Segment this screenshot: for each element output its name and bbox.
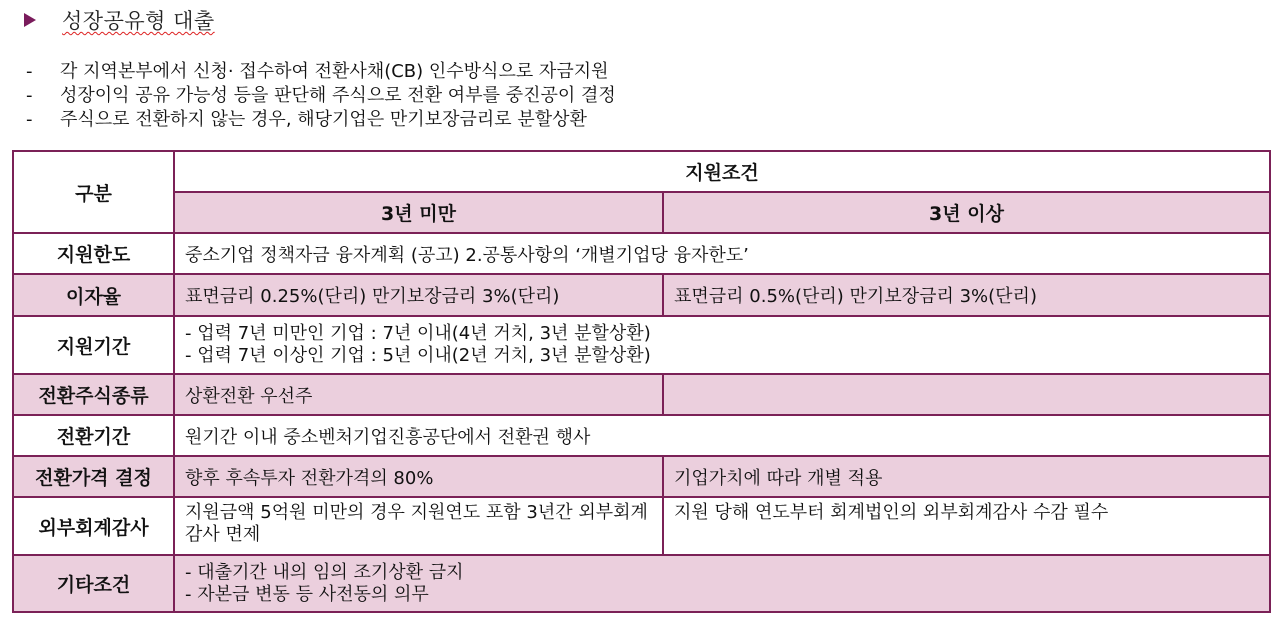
triangle-bullet-icon <box>24 13 36 27</box>
section-title: 성장공유형 대출 <box>62 9 215 33</box>
bullet-item: - 각 지역본부에서 신청· 접수하여 전환사채(CB) 인수방식으로 자금지원 <box>26 61 609 82</box>
cell-conv-period: 원기간 이내 중소벤처기업진흥공단에서 전환권 행사 <box>174 415 1270 456</box>
cell-audit-over3: 지원 당해 연도부터 회계법인의 외부회계감사 수감 필수 <box>663 497 1270 555</box>
row-label-conv-period: 전환기간 <box>13 415 174 456</box>
cell-stock-type-over3 <box>663 374 1270 415</box>
cell-conv-price-under3: 향후 후속투자 전환가격의 80% <box>174 456 663 497</box>
row-label-limit: 지원한도 <box>13 233 174 274</box>
group-header: 지원조건 <box>174 151 1270 192</box>
cell-interest-over3: 표면금리 0.5%(단리) 만기보장금리 3%(단리) <box>663 274 1270 316</box>
cell-limit: 중소기업 정책자금 융자계획 (공고) 2.공통사항의 ‘개별기업당 융자한도’ <box>174 233 1270 274</box>
bullet-list <box>26 60 616 132</box>
section-heading <box>24 4 215 36</box>
row-label-period: 지원기간 <box>13 316 174 374</box>
cell-period <box>174 316 1270 374</box>
bullet-text: 각 지역본부에서 신청· 접수하여 전환사채(CB) 인수방식으로 자금지원 <box>60 61 609 82</box>
col-header-over3: 3년 이상 <box>663 192 1270 233</box>
cell-interest-under3: 표면금리 0.25%(단리) 만기보장금리 3%(단리) <box>174 274 663 316</box>
corner-label: 구분 <box>13 151 174 233</box>
cell-stock-type-under3: 상환전환 우선주 <box>174 374 663 415</box>
period-line: - 업력 7년 이상인 기업 : 5년 이내(2년 거치, 3년 분할상환) <box>185 345 651 366</box>
cell-audit-under3: 지원금액 5억원 미만의 경우 지원연도 포함 3년간 외부회계감사 면제 <box>174 497 663 555</box>
cell-other <box>174 555 1270 612</box>
row-label-other: 기타조건 <box>13 555 174 612</box>
bullet-text: 주식으로 전환하지 않는 경우, 해당기업은 만기보장금리로 분할상환 <box>60 109 587 130</box>
cell-conv-price-over3: 기업가치에 따라 개별 적용 <box>663 456 1270 497</box>
row-label-conv-price: 전환가격 결정 <box>13 456 174 497</box>
row-label-interest: 이자율 <box>13 274 174 316</box>
row-label-stock-type: 전환주식종류 <box>13 374 174 415</box>
bullet-text: 성장이익 공유 가능성 등을 판단해 주식으로 전환 여부를 중진공이 결정 <box>60 85 616 106</box>
row-label-audit: 외부회계감사 <box>13 497 174 555</box>
bullet-item: - 주식으로 전환하지 않는 경우, 해당기업은 만기보장금리로 분할상환 <box>26 109 587 130</box>
other-line: - 자본금 변동 등 사전동의 의무 <box>185 583 429 605</box>
conditions-table <box>12 150 1271 613</box>
bullet-item: - 성장이익 공유 가능성 등을 판단해 주식으로 전환 여부를 중진공이 결정 <box>26 85 616 106</box>
other-line: - 대출기간 내의 임의 조기상환 금지 <box>185 561 464 583</box>
period-line: - 업력 7년 미만인 기업 : 7년 이내(4년 거치, 3년 분할상환) <box>185 323 651 344</box>
col-header-under3: 3년 미만 <box>174 192 663 233</box>
